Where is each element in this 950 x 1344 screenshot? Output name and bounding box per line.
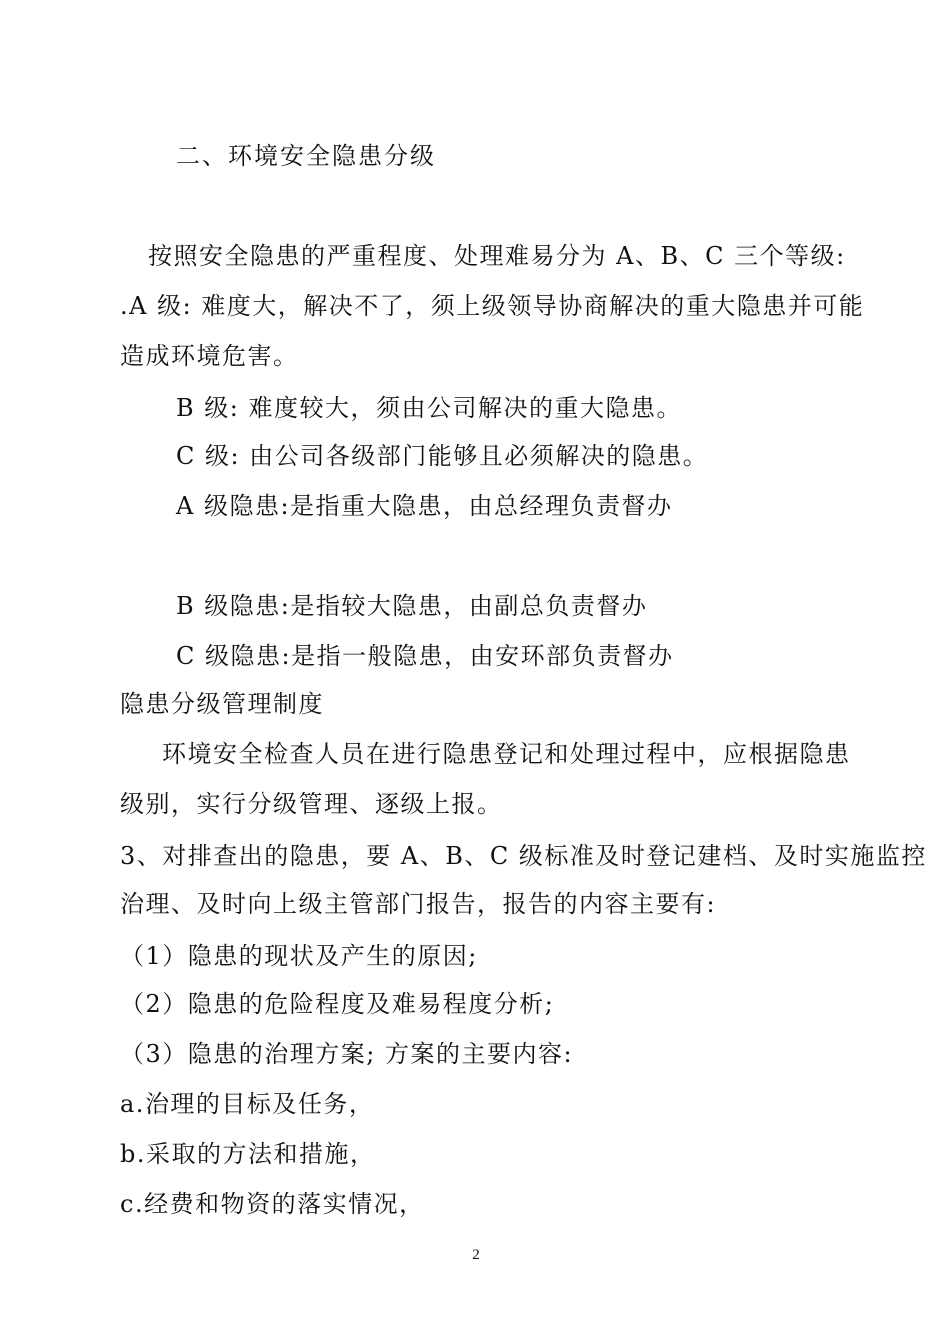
paragraph-item-3-line-1: 3、对排查出的隐患，要 A、B、C 级标准及时登记建档、及时实施监控 [120, 842, 927, 870]
paragraph-management-system-title: 隐患分级管理制度 [120, 690, 324, 718]
list-item-2: （2）隐患的危险程度及难易程度分析; [120, 990, 555, 1018]
paragraph-grade-a-line-1: .A 级: 难度大，解决不了，须上级领导协商解决的重大隐患并可能 [120, 292, 865, 320]
list-item-b: b.采取的方法和措施， [120, 1140, 376, 1168]
paragraph-item-3-line-2: 治理、及时向上级主管部门报告，报告的内容主要有: [120, 890, 717, 918]
paragraph-a-level-hazard: A 级隐患:是指重大隐患，由总经理负责督办 [176, 492, 673, 520]
section-heading: 二、环境安全隐患分级 [176, 142, 436, 170]
list-item-3: （3）隐患的治理方案; 方案的主要内容: [120, 1040, 574, 1068]
paragraph-grade-intro: 按照安全隐患的严重程度、处理难易分为 A、B、C 三个等级: [148, 242, 846, 270]
list-item-a: a.治理的目标及任务， [120, 1090, 375, 1118]
list-item-1: （1）隐患的现状及产生的原因; [120, 942, 478, 970]
paragraph-grade-a-line-2: 造成环境危害。 [120, 342, 299, 370]
paragraph-b-level-hazard: B 级隐患:是指较大隐患，由副总负责督办 [176, 592, 648, 620]
list-item-c: c.经费和物资的落实情况， [120, 1190, 425, 1218]
paragraph-inspection-line-1: 环境安全检查人员在进行隐患登记和处理过程中，应根据隐患 [162, 740, 851, 768]
paragraph-grade-c: C 级: 由公司各级部门能够且必须解决的隐患。 [176, 442, 709, 470]
page-number: 2 [472, 1247, 480, 1263]
paragraph-grade-b: B 级: 难度较大，须由公司解决的重大隐患。 [176, 394, 682, 422]
paragraph-c-level-hazard: C 级隐患:是指一般隐患，由安环部负责督办 [176, 642, 674, 670]
paragraph-inspection-line-2: 级别，实行分级管理、逐级上报。 [120, 790, 503, 818]
